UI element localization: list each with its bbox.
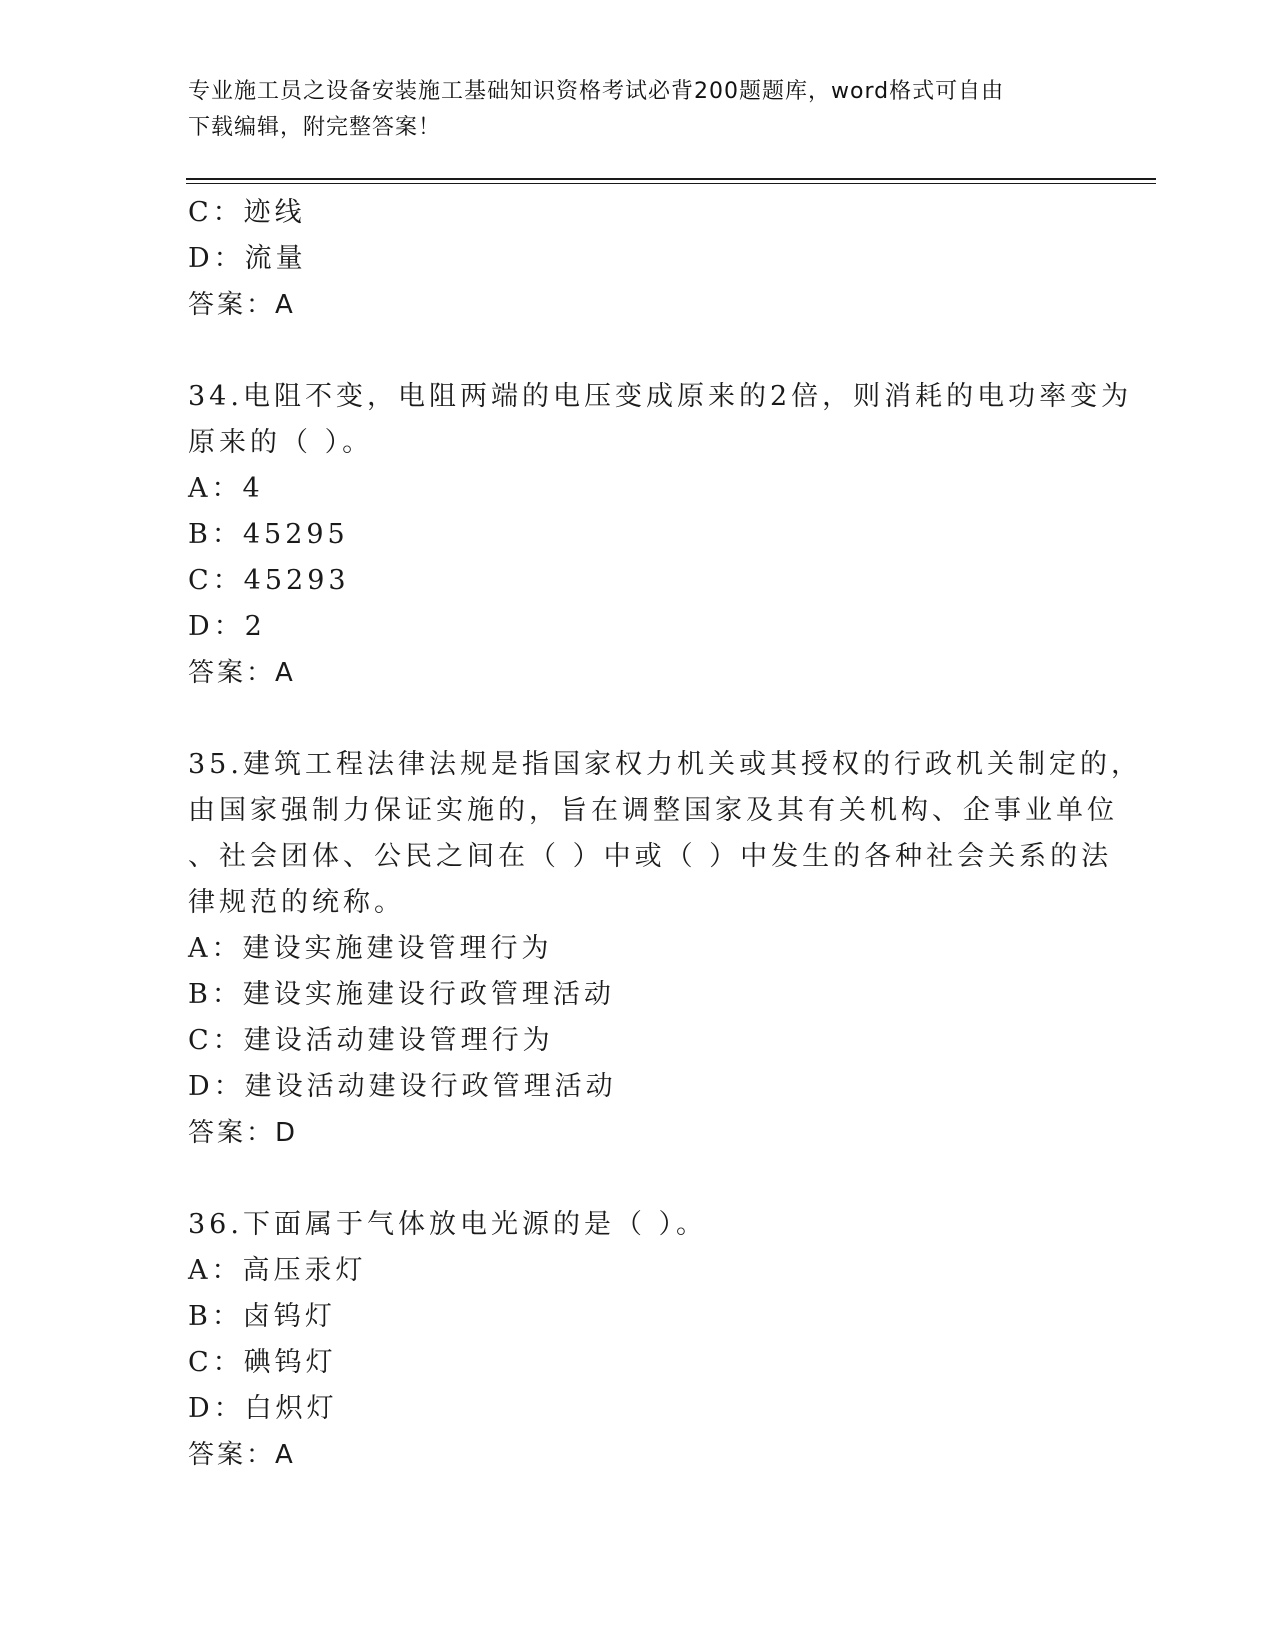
spacer	[188, 328, 1088, 374]
option-d: D：2	[188, 611, 266, 642]
option-a: A：高压汞灯	[188, 1255, 367, 1286]
option-d: D：流量	[188, 243, 307, 274]
option-b: B：卤钨灯	[188, 1301, 336, 1332]
question-text: 、社会团体、公民之间在（ ）中或（ ）中发生的各种社会关系的法	[188, 841, 1113, 872]
question-text: 36.下面属于气体放电光源的是（ ）。	[188, 1209, 708, 1240]
option-a: A：4	[188, 473, 264, 504]
header-line-2: 下载编辑，附完整答案！	[188, 115, 442, 140]
question-34	[188, 374, 1133, 696]
header-rule-thin	[186, 183, 1156, 184]
option-c: C：迹线	[188, 197, 306, 228]
question-text: 34.电阻不变，电阻两端的电压变成原来的2倍，则消耗的电功率变为	[188, 381, 1133, 412]
option-b: B：建设实施建设行政管理活动	[188, 979, 615, 1010]
question-text: 35.建筑工程法律法规是指国家权力机关或其授权的行政机关制定的，	[188, 749, 1142, 780]
spacer	[188, 1156, 1088, 1202]
question-text: 由国家强制力保证实施的，旨在调整国家及其有关机构、企事业单位	[188, 795, 1118, 826]
option-b: B：45295	[188, 519, 349, 550]
spacer	[188, 696, 1088, 742]
answer: 答案：A	[188, 1440, 296, 1470]
option-d: D：白炽灯	[188, 1393, 338, 1424]
question-36	[188, 1202, 1088, 1478]
previous-question-tail	[188, 190, 1088, 328]
question-content	[188, 190, 1142, 1478]
question-text: 原来的（ ）。	[188, 427, 374, 458]
document-header	[188, 74, 1088, 146]
question-text: 律规范的统称。	[188, 887, 405, 918]
option-c: C：碘钨灯	[188, 1347, 337, 1378]
answer: 答案：D	[188, 1118, 299, 1148]
option-c: C：45293	[188, 565, 350, 596]
option-a: A：建设实施建设管理行为	[188, 933, 553, 964]
question-35	[188, 742, 1142, 1156]
answer: 答案：A	[188, 658, 296, 688]
header-line-1: 专业施工员之设备安装施工基础知识资格考试必背200题题库，word格式可自由	[188, 79, 1005, 104]
answer: 答案：A	[188, 290, 296, 320]
option-d: D：建设活动建设行政管理活动	[188, 1071, 617, 1102]
option-c: C：建设活动建设管理行为	[188, 1025, 554, 1056]
header-rule	[186, 178, 1156, 180]
